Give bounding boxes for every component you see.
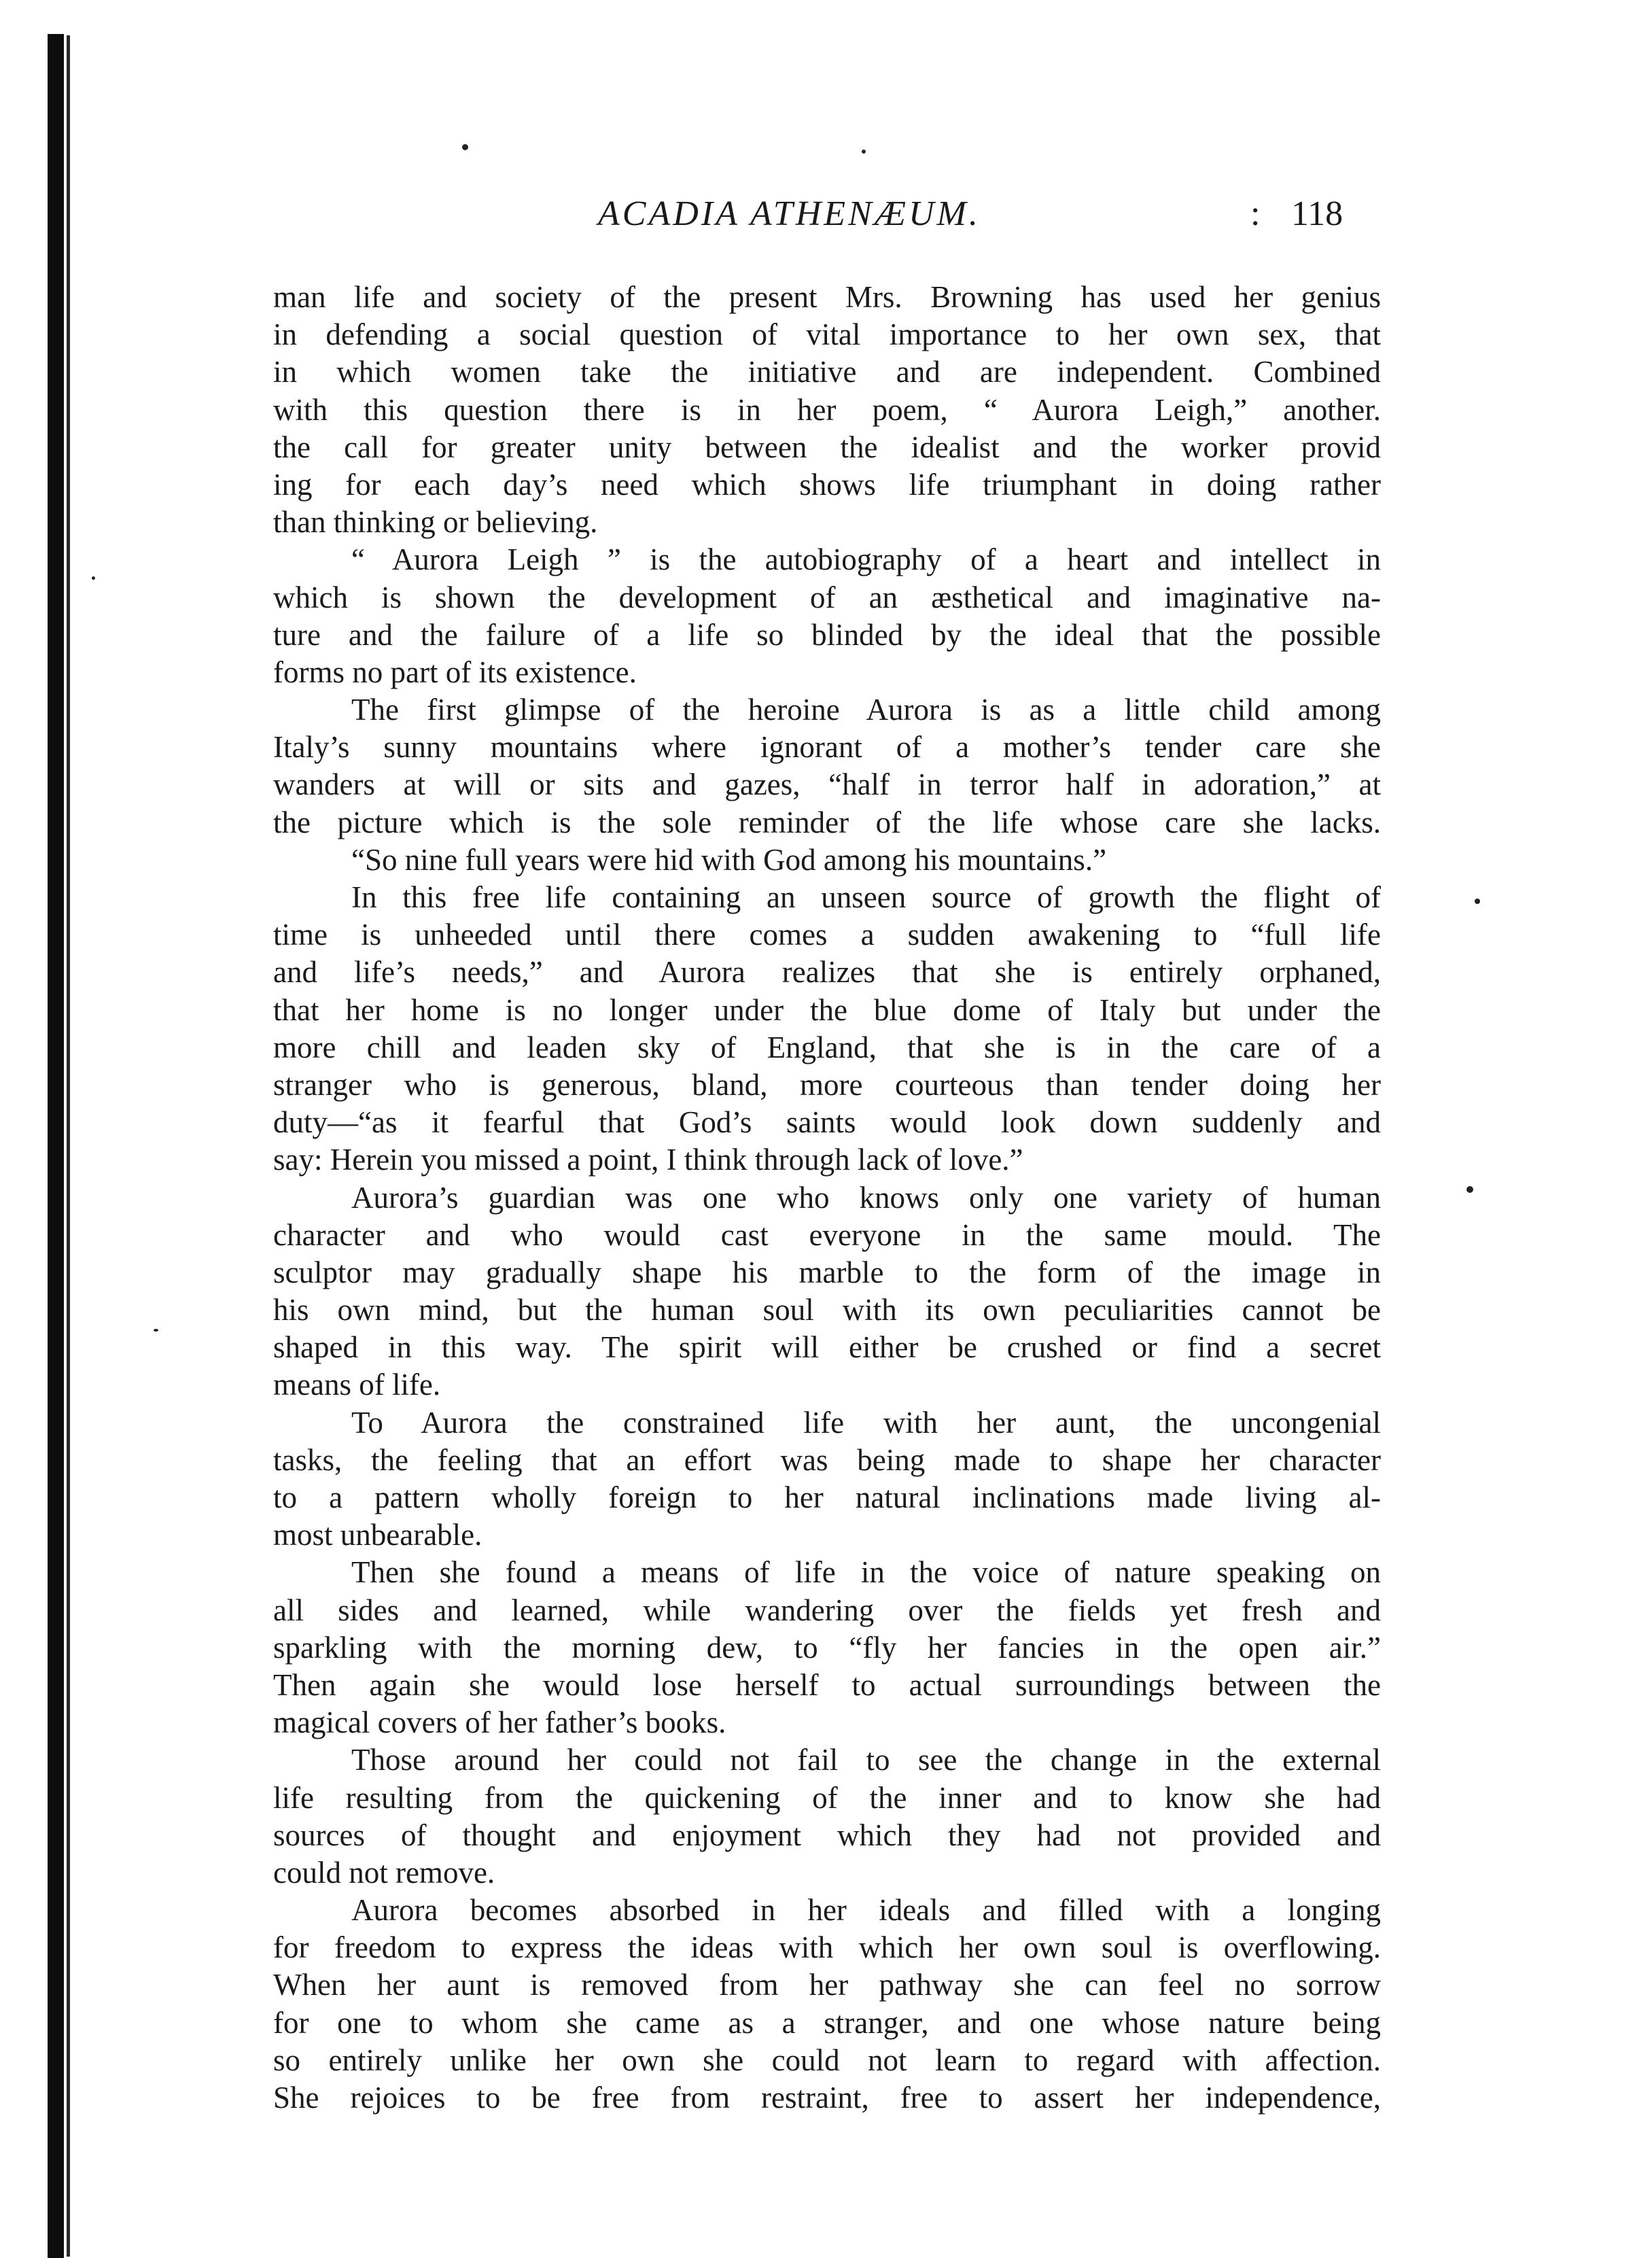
text-line: wanders at will or sits and gazes, “half in terror half in adoration,” at (273, 767, 1381, 802)
text-line: to a pattern wholly foreign to her natural inclinations made living al- (273, 1480, 1381, 1514)
page-binding-edge (48, 34, 64, 2258)
text-line: shaped in this way. The spirit will either be crushed or find a secret (273, 1330, 1381, 1365)
print-speck (1466, 1186, 1473, 1193)
text-line: and life’s needs,” and Aurora realizes that she is entirely orphaned, (273, 955, 1381, 990)
text-line: sculptor may gradually shape his marble to the form of the image in (273, 1255, 1381, 1289)
text-line: ing for each day’s need which shows life triumphant in doing rather (273, 467, 1381, 502)
text-line: “So nine full years were hid with God among his mountains.” (351, 842, 1107, 877)
page-binding-shadow (67, 35, 70, 2257)
print-speck (154, 1329, 158, 1332)
text-line: The first glimpse of the heroine Aurora is as a little child among (351, 693, 1381, 727)
text-line: the call for greater unity between the idealist and the worker provid (273, 430, 1381, 464)
text-line: sources of thought and enjoyment which they had not provided and (273, 1818, 1381, 1852)
text-line: man life and society of the present Mrs. Browning has used her genius (273, 280, 1381, 314)
text-line: life resulting from the quickening of the inner and to know she had (273, 1780, 1381, 1815)
text-line: more chill and leaden sky of England, that she is in the care of a (273, 1030, 1381, 1064)
text-line: so entirely unlike her own she could not learn to regard with affection. (273, 2043, 1381, 2077)
text-line: Those around her could not fail to see the change in the external (351, 1743, 1381, 1777)
text-line: for freedom to express the ideas with which her own soul is overflowing. (273, 1930, 1381, 1965)
text-line: magical covers of her father’s books. (273, 1705, 726, 1740)
print-speck (462, 144, 468, 150)
page-number: 118 (1291, 194, 1343, 233)
text-line: his own mind, but the human soul with its own peculiarities cannot be (273, 1293, 1381, 1327)
text-line: Then again she would lose herself to actual surroundings between the (273, 1667, 1381, 1702)
text-line: Then she found a means of life in the voice of nature speaking on (351, 1555, 1381, 1590)
text-line: which is shown the development of an æsthetical and imaginative na- (273, 580, 1381, 614)
text-line: When her aunt is removed from her pathway she can feel no sorrow (273, 1968, 1381, 2002)
text-line: character and who would cast everyone in the same mould. The (273, 1217, 1381, 1252)
text-line: than thinking or believing. (273, 505, 598, 540)
print-speck (862, 150, 866, 154)
header-colon: : (1250, 194, 1261, 233)
text-line: “ Aurora Leigh ” is the autobiography of a heart and intellect in (351, 542, 1381, 577)
text-line: ture and the failure of a life so blinded by the ideal that the possible (273, 617, 1381, 652)
text-line: Aurora’s guardian was one who knows only one variety of human (351, 1180, 1381, 1215)
page-header (272, 194, 1386, 241)
text-line: for one to whom she came as a stranger, and one whose nature being (273, 2005, 1381, 2040)
text-line: stranger who is generous, bland, more courteous than tender doing her (273, 1067, 1381, 1102)
text-line: means of life. (273, 1368, 441, 1402)
text-line: in which women take the initiative and are independent. Combined (273, 355, 1381, 389)
text-line: all sides and learned, while wandering over the fields yet fresh and (273, 1593, 1381, 1627)
text-line: To Aurora the constrained life with her aunt, the uncongenial (351, 1405, 1381, 1440)
text-line: that her home is no longer under the blue dome of Italy but under the (273, 992, 1381, 1027)
article-body (273, 279, 1381, 2117)
text-line: with this question there is in her poem, “ Aurora Leigh,” another. (273, 392, 1381, 427)
text-line: Aurora becomes absorbed in her ideals and filled with a longing (351, 1893, 1381, 1928)
print-speck (92, 576, 95, 580)
text-line: duty—“as it fearful that God’s saints would look down suddenly and (273, 1105, 1381, 1140)
text-line: time is unheeded until there comes a sudden awakening to “full life (273, 918, 1381, 952)
text-line: the picture which is the sole reminder of the life whose care she lacks. (273, 805, 1381, 839)
print-speck (1475, 899, 1480, 904)
text-line: tasks, the feeling that an effort was being made to shape her character (273, 1442, 1381, 1477)
text-line: She rejoices to be free from restraint, free to assert her independence, (273, 2081, 1381, 2115)
text-line: most unbearable. (273, 1518, 482, 1552)
text-line: forms no part of its existence. (273, 655, 637, 689)
text-line: sparkling with the morning dew, to “fly her fancies in the open air.” (273, 1630, 1381, 1665)
text-line: could not remove. (273, 1855, 495, 1890)
running-title: ACADIA ATHENÆUM. (598, 194, 981, 233)
text-line: In this free life containing an unseen source of growth the flight of (351, 880, 1381, 914)
text-line: say: Herein you missed a point, I think through lack of love.” (273, 1143, 1023, 1177)
text-line: Italy’s sunny mountains where ignorant of a mother’s tender care she (273, 730, 1381, 765)
text-line: in defending a social question of vital importance to her own sex, that (273, 317, 1381, 352)
